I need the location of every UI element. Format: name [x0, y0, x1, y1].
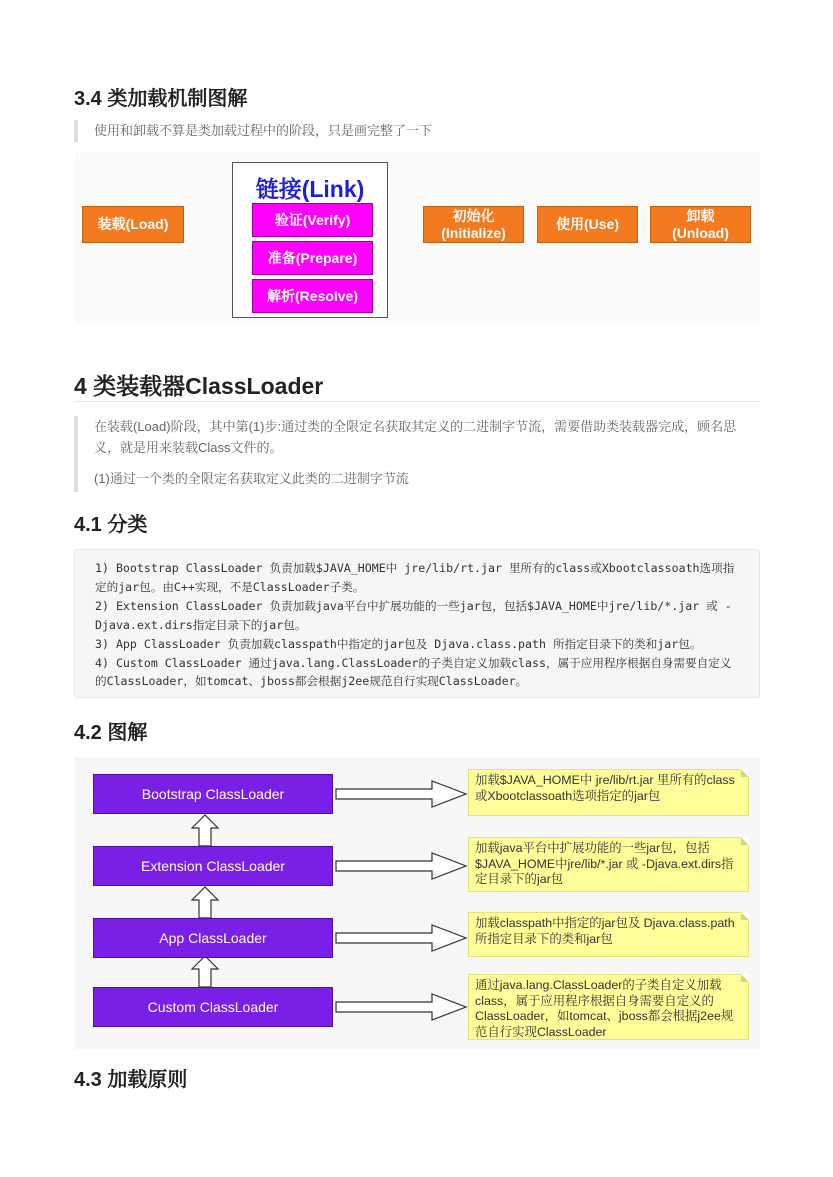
stage-initialize-label-2: (Initialize): [441, 224, 506, 241]
class-loading-diagram: [74, 153, 760, 325]
stage-unload-label-2: (Unload): [672, 224, 729, 241]
stage-prepare: 准备(Prepare): [252, 241, 373, 275]
stage-link-group: [232, 162, 388, 318]
section-title-4: 4 类装载器ClassLoader: [74, 373, 324, 399]
stage-use-label: 使用(Use): [555, 216, 619, 232]
blockquote-classloader: [74, 416, 760, 492]
section-title-4-2: 4.2 图解: [74, 722, 148, 744]
right-arrow-icon: [336, 994, 466, 1020]
loader-extension: Extension ClassLoader: [93, 846, 333, 886]
loader-bootstrap: Bootstrap ClassLoader: [93, 774, 333, 814]
section-title-4-3: 4.3 加载原则: [74, 1069, 188, 1091]
stage-unload: [650, 206, 751, 243]
section-title-3-4: 3.4 类加载机制图解: [74, 88, 248, 110]
code-block-classloader-types: 1) Bootstrap ClassLoader 负责加载$JAVA_HOME中 jre/lib/rt.jar 里所有的class或Xbootclassoath选项指定的jar包。由C++实现，不是ClassLoader子类。 2) Extension ClassLoader 负责加载java平台中扩展功能的一些jar包，包括$JAVA_HOME中jre/lib/*.jar 或 -Djava.ext.dirs指定目录下的jar包。 3) App ClassLoader 负责加载classpath中指定的jar包及 Djava.class.path 所指定目录下的类和jar包。 4) Custom ClassLoader 通过java.lang.ClassLoader的子类自定义加载class，属于应用程序根据自身需要自定义的ClassLoader，如tomcat、jboss都会根据j2ee规范自行实现ClassLoader。: [74, 549, 760, 698]
loader-custom: Custom ClassLoader: [93, 987, 333, 1027]
right-arrow-icon: [336, 781, 466, 807]
up-arrow-icon: [192, 887, 218, 918]
stage-initialize-label-1: 初始化: [452, 207, 495, 224]
stage-link-title: 链接(Link): [255, 176, 365, 202]
note-extension: 加载java平台中扩展功能的一些jar包，包括$JAVA_HOME中jre/lib/*.jar 或 -Djava.ext.dirs指定目录下的jar包: [468, 837, 749, 892]
note-bootstrap: 加载$JAVA_HOME中 jre/lib/rt.jar 里所有的class或Xbootclassoath选项指定的jar包: [468, 769, 749, 816]
stage-load: [82, 206, 184, 243]
stage-use: [537, 206, 638, 243]
blockquote-note: 使用和卸载不算是类加载过程中的阶段，只是画完整了一下: [74, 120, 760, 142]
loader-app: App ClassLoader: [93, 918, 333, 958]
note-app: 加载classpath中指定的jar包及 Djava.class.path所指定目录下的类和jar包: [468, 912, 749, 957]
stage-initialize: [423, 206, 524, 243]
section-title-4-1: 4.1 分类: [74, 514, 148, 536]
classloader-hierarchy-diagram: [74, 757, 760, 1049]
stage-unload-label-1: 卸载: [686, 207, 715, 224]
heading-rule: [74, 401, 760, 402]
right-arrow-icon: [336, 925, 466, 951]
up-arrow-icon: [192, 956, 218, 987]
stage-load-label: 装载(Load): [97, 216, 169, 232]
quote-paragraph-1: 在装载(Load)阶段，其中第(1)步:通过类的全限定名获取其定义的二进制字节流，需要借助类装载器完成，顾名思义，就是用来装载Class文件的。: [94, 419, 737, 455]
right-arrow-icon: [336, 853, 466, 879]
note-custom: 通过java.lang.ClassLoader的子类自定义加载class，属于应用程序根据自身需要自定义的ClassLoader，如tomcat、jboss都会根据j2ee规范自行实现ClassLoader: [468, 974, 749, 1040]
up-arrow-icon: [192, 815, 218, 846]
quote-paragraph-2: (1)通过一个类的全限定名获取定义此类的二进制字节流: [94, 471, 409, 486]
stage-verify: 验证(Verify): [252, 203, 373, 237]
stage-resolve: 解析(Resolve): [252, 279, 373, 313]
